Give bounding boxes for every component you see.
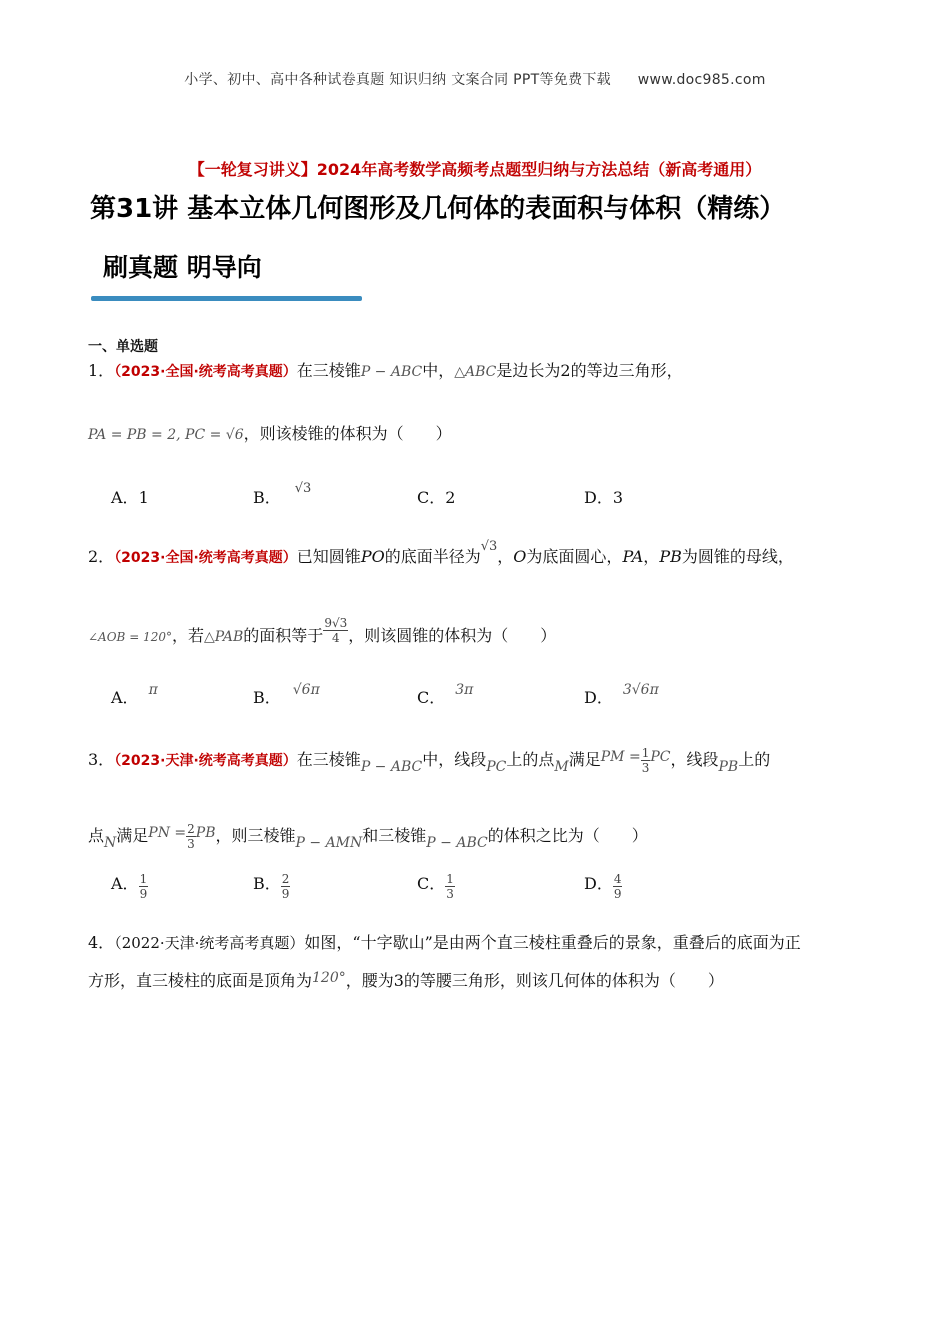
option-fraction xyxy=(281,872,291,901)
stem-text: 在三棱锥 xyxy=(296,361,361,380)
site-url[interactable]: www.doc985.com xyxy=(637,72,766,88)
option-c[interactable] xyxy=(417,676,474,707)
question-4-stem-cont xyxy=(88,970,724,993)
math-expr: △ABC xyxy=(454,364,497,380)
fraction xyxy=(641,746,651,775)
stem-text: 的面积等于 xyxy=(243,626,324,645)
math-expr: P − ABC xyxy=(360,759,423,775)
fraction-denominator: 3 xyxy=(641,761,650,775)
math-expr: PC xyxy=(650,749,671,765)
option-label: A． xyxy=(111,488,139,507)
fraction-denominator: 4 xyxy=(331,631,340,645)
math-expr: PB xyxy=(718,759,739,775)
option-fraction xyxy=(613,872,623,901)
fraction-denominator: 9 xyxy=(613,887,622,901)
math-expr: PA xyxy=(622,547,644,566)
fraction-numerator: 1 xyxy=(446,872,454,886)
option-label: A． xyxy=(111,874,139,893)
site-note: 小学、初中、高中各种试卷真题 知识归纳 文案合同 PPT等免费下载 xyxy=(184,72,611,88)
question-2-stem-cont xyxy=(88,616,557,651)
option-label: D． xyxy=(584,688,613,707)
math-expr: N xyxy=(104,835,117,851)
option-label: C． xyxy=(417,874,446,893)
question-1-stem-cont xyxy=(88,423,452,446)
fraction-numerator: 1 xyxy=(139,872,148,886)
question-3-stem-cont xyxy=(88,822,648,851)
fraction-denominator: 3 xyxy=(446,887,454,901)
math-expr: P − AMN xyxy=(295,835,363,851)
fraction-numerator: 1 xyxy=(641,746,650,760)
stem-text: 为底面圆心， xyxy=(526,547,623,566)
option-value: 3 xyxy=(612,488,624,507)
fraction-denominator: 3 xyxy=(187,837,195,851)
option-value: √3 xyxy=(294,481,312,496)
math-expr: PA = PB = 2, PC = √6 xyxy=(88,427,244,443)
question-source: （2023·天津·统考高考真题） xyxy=(114,753,297,769)
option-value: π xyxy=(148,682,158,698)
stem-text: 的体积之比为（ ） xyxy=(487,826,648,845)
stem-text: 满足 xyxy=(116,826,149,845)
section-title: 刷真题 明导向 xyxy=(103,253,262,282)
option-b[interactable] xyxy=(253,872,290,901)
math-expr: P − ABC xyxy=(426,835,488,851)
option-label: B． xyxy=(253,688,281,707)
option-b[interactable] xyxy=(253,676,320,707)
option-d[interactable] xyxy=(584,872,622,901)
option-label: C． xyxy=(417,688,446,707)
stem-text: 上的点 xyxy=(506,750,555,769)
math-expr: PO xyxy=(360,547,385,566)
question-type-heading: 一、单选题 xyxy=(88,339,158,355)
math-expr: PN = xyxy=(148,825,187,841)
option-label: D． xyxy=(584,874,613,893)
stem-text: 的底面半径为 xyxy=(384,547,481,566)
stem-text: 上的 xyxy=(738,750,771,769)
stem-text: ，若 xyxy=(171,626,204,645)
question-number: 4． xyxy=(88,933,115,952)
math-expr: O xyxy=(513,547,527,566)
series-title: 【一轮复习讲义】2024年高考数学高频考点题型归纳与方法总结（新高考通用） xyxy=(188,160,762,179)
stem-text: 中，线段 xyxy=(422,750,487,769)
stem-text: 在三棱锥 xyxy=(296,750,361,769)
question-1-stem xyxy=(88,360,683,383)
math-expr: √3 xyxy=(480,539,498,554)
stem-text: ，线段 xyxy=(670,750,719,769)
math-expr: PB xyxy=(195,825,216,841)
option-a[interactable] xyxy=(111,872,148,901)
stem-text: ， xyxy=(643,547,660,566)
option-value: 1 xyxy=(138,488,149,507)
option-label: C． xyxy=(417,488,446,507)
stem-text: ，则该棱锥的体积为（ ） xyxy=(243,424,452,443)
option-value: √6π xyxy=(292,682,320,698)
option-value: 2 xyxy=(445,488,456,507)
option-label: D． xyxy=(584,488,613,507)
question-2-stem xyxy=(88,539,794,570)
option-label: B． xyxy=(253,874,281,893)
stem-text: 和三棱锥 xyxy=(362,826,427,845)
stem-text: ，则该圆锥的体积为（ ） xyxy=(348,626,557,645)
stem-text: ，则三棱锥 xyxy=(215,826,296,845)
fraction-numerator: 2 xyxy=(187,822,195,836)
fraction xyxy=(186,822,196,851)
option-label: B． xyxy=(253,488,281,507)
fraction-numerator: 9√3 xyxy=(324,616,348,630)
question-4-stem xyxy=(88,932,801,954)
question-source: （2023·全国·统考高考真题） xyxy=(114,550,297,566)
stem-text: 点 xyxy=(88,826,105,845)
option-d[interactable] xyxy=(584,485,623,508)
option-c[interactable] xyxy=(417,872,455,901)
option-a[interactable] xyxy=(111,485,149,508)
question-source: （2022·天津·统考高考真题） xyxy=(114,934,305,952)
option-label: A． xyxy=(111,688,139,707)
fraction-numerator: 4 xyxy=(613,872,622,886)
option-fraction xyxy=(139,872,149,901)
math-expr: ∠AOB = 120° xyxy=(88,630,172,644)
option-a[interactable] xyxy=(111,676,158,707)
option-fraction xyxy=(445,872,455,901)
option-value: 3√6π xyxy=(622,682,659,698)
stem-text: 为圆锥的母线， xyxy=(681,547,794,566)
math-expr: PB xyxy=(659,547,682,566)
site-header xyxy=(0,69,950,89)
stem-text: 满足 xyxy=(568,750,601,769)
math-expr: P − ABC xyxy=(360,364,423,380)
math-expr: △PAB xyxy=(203,629,244,645)
stem-text: 方形，直三棱柱的底面是顶角为 xyxy=(88,971,313,990)
option-c[interactable] xyxy=(417,485,455,508)
fraction-denominator: 9 xyxy=(281,887,290,901)
math-expr: M xyxy=(554,759,569,775)
question-number: 1． xyxy=(88,361,115,380)
stem-text: 已知圆锥 xyxy=(296,547,361,566)
question-source: （2023·全国·统考高考真题） xyxy=(114,364,297,380)
fraction-numerator: 2 xyxy=(281,872,290,886)
stem-text: 是边长为2的等边三角形， xyxy=(496,361,683,380)
stem-text: ，腰为3的等腰三角形，则该几何体的体积为（ ） xyxy=(345,971,724,990)
fraction xyxy=(323,616,348,645)
option-value: 3π xyxy=(455,682,474,698)
lesson-title: 第31讲 基本立体几何图形及几何体的表面积与体积（精练） xyxy=(90,194,786,224)
option-b[interactable] xyxy=(253,474,312,507)
stem-text: 如图，“十字歇山”是由两个直三棱柱重叠后的景象，重叠后的底面为正 xyxy=(304,933,801,952)
question-number: 3． xyxy=(88,750,115,769)
stem-text: 中， xyxy=(422,361,455,380)
question-3-stem xyxy=(88,746,770,775)
section-underline xyxy=(91,296,362,301)
fraction-denominator: 9 xyxy=(139,887,148,901)
option-d[interactable] xyxy=(584,676,659,707)
math-expr: PC xyxy=(486,759,507,775)
stem-text: ， xyxy=(497,547,514,566)
math-expr: 120° xyxy=(312,970,346,986)
question-number: 2． xyxy=(88,547,115,566)
math-expr: PM = xyxy=(600,749,641,765)
